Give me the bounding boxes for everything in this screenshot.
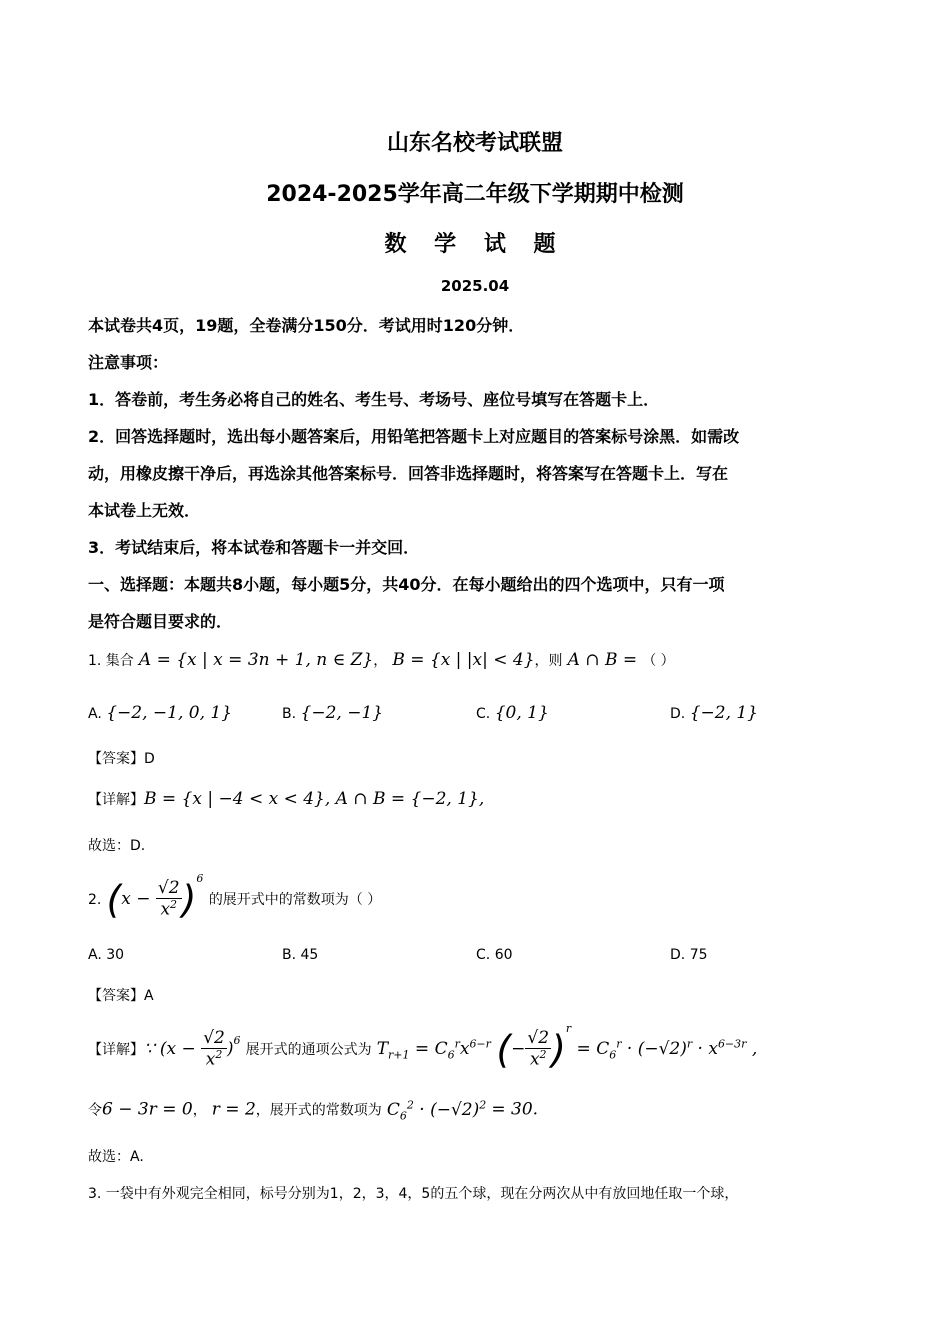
q2-binomial: (x − $\frac{√2}{x^2}$ )$^6$ <box>106 872 204 922</box>
question-3: 3. 一袋中有外观完全相同，标号分别为1，2，3，4，5的五个球，现在分两次从中有放回地任取一个球， <box>88 1186 739 1202</box>
exam-title: 2024-2025学年高二年级下学期期中检测 <box>266 182 684 207</box>
section-heading-2: 是符合题目要求的． <box>88 612 233 631</box>
q2-option-a: A. 30 <box>88 947 125 963</box>
q1-detail: 【详解】B = {x | −4 < x < 4}, A ∩ B = {−2, 1}, <box>88 789 485 809</box>
q2-option-d: D. 75 <box>670 947 708 963</box>
section-heading-1: 一、选择题：本题共8小题，每小题5分，共40分．在每小题给出的四个选项中，只有一项 <box>88 575 725 594</box>
q1-option-b: B. {−2, −1} <box>282 703 384 723</box>
subject-title: 数 学 试 题 <box>384 232 566 257</box>
notice-2a: 2．回答选择题时，选出每小题答案后，用铅笔把答题卡上对应题目的答案标号涂黑．如需改 <box>88 427 740 446</box>
notice-1: 1．答卷前，考生务必将自己的姓名、考生号、考场号、座位号填写在答题卡上． <box>88 390 660 409</box>
league-title: 山东名校考试联盟 <box>386 131 563 156</box>
q2-answer: 【答案】A <box>88 988 154 1004</box>
q2-conclusion: 故选：A. <box>88 1149 144 1165</box>
q1-number: 1. 集合 <box>88 653 134 669</box>
q2-option-b: B. 45 <box>282 947 319 963</box>
exam-date: 2025.04 <box>440 277 510 295</box>
q1-option-d: D. {−2, 1} <box>670 703 759 723</box>
notice-2b: 动，用橡皮擦干净后，再选涂其他答案标号．回答非选择题时，将答案写在答题卡上．写在 <box>88 464 729 483</box>
q2-detail: 【详解】∵ (x − $\frac{√2}{x^2}$ )$^6$ 展开式的通项公式为 $T_{r+1} = C_6^rx^{6-r}$ (− $\frac{√2}{x^2}$ )$^r = C_6^r \cdot (-√2)^r \cdot x^{6-3r}$ , <box>88 1022 758 1072</box>
question-2 <box>88 872 381 922</box>
notice-2c: 本试卷上无效． <box>88 501 201 520</box>
q2-detail-line2: 令6 − 3r = 0， r = 2，展开式的常数项为 $C_6^2 \cdot (-√2)^2 = 30$. <box>88 1098 539 1123</box>
q1-option-c: C. {0, 1} <box>476 703 549 723</box>
notice-3: 3．考试结束后，将本试卷和答题卡一并交回． <box>88 538 420 557</box>
q1-ask: ，则 <box>534 653 563 669</box>
q1-conclusion: 故选：D. <box>88 838 146 854</box>
q2-option-c: C. 60 <box>476 947 513 963</box>
q1-set-b: B = {x | |x| < 4} <box>392 650 535 670</box>
q1-blank: （ ） <box>642 653 675 669</box>
q1-set-a: A = {x | x = 3n + 1, n ∈ Z} <box>138 650 374 670</box>
q1-option-a: A. {−2, −1, 0, 1} <box>88 703 233 723</box>
q2-tail: 的展开式中的常数项为（ ） <box>208 892 382 908</box>
q1-sep: ， <box>373 653 388 669</box>
q1-answer: 【答案】D <box>88 751 155 767</box>
exam-summary: 本试卷共4页，19题，全卷满分150分．考试用时120分钟． <box>88 316 525 335</box>
q1-expr: A ∩ B = <box>567 650 638 670</box>
notice-title: 注意事项： <box>88 353 169 372</box>
q2-number: 2. <box>88 892 102 908</box>
question-1 <box>88 650 675 670</box>
